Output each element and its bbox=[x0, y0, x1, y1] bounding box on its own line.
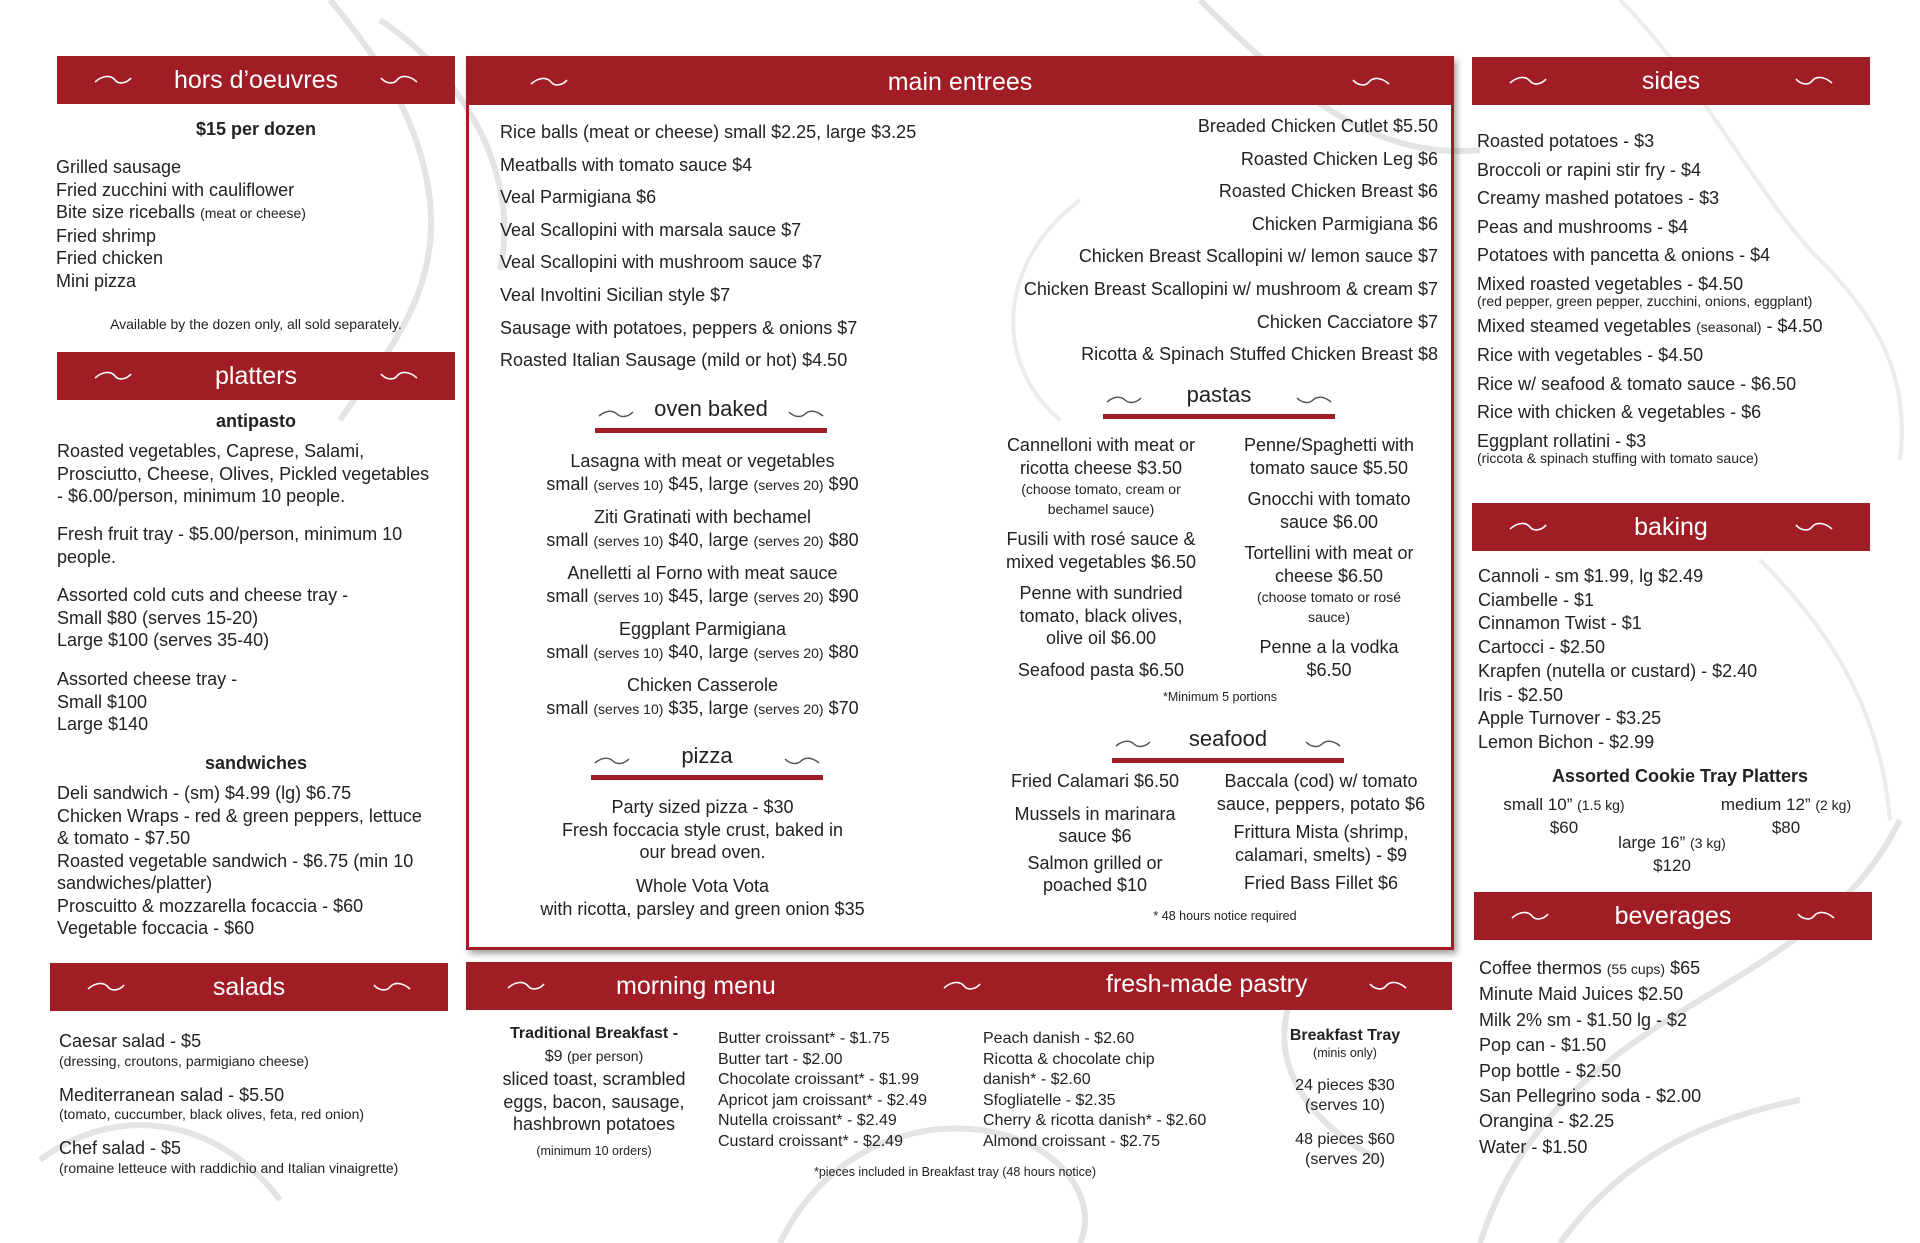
list-item: danish* - $2.60 bbox=[983, 1071, 1091, 1088]
list-item: Mixed roasted vegetables - $4.50 (red pepper, green pepper, zucchini, onions, eggplant) bbox=[1477, 273, 1813, 309]
pizza-heading: pizza bbox=[591, 743, 823, 780]
list-item: Chocolate croissant* - $1.99 bbox=[718, 1071, 919, 1088]
entrees-right-list bbox=[960, 110, 1438, 371]
list-item: San Pellegrino soda - $2.00 bbox=[1479, 1086, 1702, 1107]
list-item: Pop can - $1.50 bbox=[1479, 1035, 1607, 1056]
morning-menu-title: morning menu bbox=[616, 972, 776, 1000]
list-item: Chicken Parmigiana $6 bbox=[1251, 213, 1438, 234]
pastas-left-column bbox=[993, 434, 1209, 681]
list-item: Fried shrimp bbox=[56, 225, 157, 246]
list-item: Veal Scallopini with marsala sauce $7 bbox=[500, 219, 802, 240]
cookie-tray-large: large 16” (3 kg) $120 bbox=[1618, 833, 1726, 875]
beverages-header bbox=[1474, 892, 1872, 940]
seafood-left-column bbox=[990, 770, 1200, 897]
breakfast-tray: Breakfast Tray (minis only) 24 pieces $30 (serves 10) 48 pieces $60 (serves 20) bbox=[1289, 1027, 1401, 1168]
list-item: Cannoli - sm $1.99, lg $2.49 bbox=[1478, 566, 1704, 586]
flourish-right-icon bbox=[1304, 738, 1342, 750]
list-item: Chicken Cacciatore $7 bbox=[1256, 311, 1438, 332]
flourish-right-icon bbox=[379, 73, 419, 87]
flourish-left-icon bbox=[1510, 909, 1550, 923]
list-item: Cinnamon Twist - $1 bbox=[1478, 613, 1642, 634]
list-item: Veal Scallopini with mushroom sauce $7 bbox=[500, 252, 823, 273]
list-item: Baccala (cod) w/ tomato sauce, peppers, potato $6 bbox=[1216, 771, 1426, 814]
list-item: Frittura Mista (shrimp, calamari, smelts) - $9 bbox=[1233, 822, 1409, 865]
list-item: Anelletti al Forno with meat sauce small (serves 10) $45, large (serves 20) $90 bbox=[546, 563, 859, 606]
entrees-left-list bbox=[500, 116, 960, 377]
list-item: Nutella croissant* - $2.49 bbox=[718, 1112, 897, 1129]
pastas-right-column bbox=[1222, 434, 1436, 681]
flourish-right-icon bbox=[1295, 394, 1333, 406]
flourish-left-icon bbox=[1114, 738, 1152, 750]
list-item: Cartocci - $2.50 bbox=[1478, 637, 1606, 658]
list-item: Chicken Breast Scallopini w/ mushroom & cream $7 bbox=[1023, 278, 1438, 299]
list-item: Eggplant rollatini - $3 (riccota & spinach stuffing with tomato sauce) bbox=[1477, 430, 1759, 466]
pizza-party-block: Party sized pizza - $30 Fresh foccacia style crust, baked in our bread oven. bbox=[561, 797, 844, 862]
hors-doeuvres-title: hors d’oeuvres bbox=[174, 65, 338, 94]
flourish-left-icon bbox=[1508, 520, 1548, 534]
cookie-tray-heading: Assorted Cookie Tray Platters bbox=[1551, 766, 1809, 786]
hors-doeuvres-price: $15 per dozen bbox=[195, 119, 317, 139]
list-item: Ziti Gratinati with bechamel small (serves 10) $40, large (serves 20) $80 bbox=[546, 507, 859, 550]
flourish-right-icon bbox=[783, 755, 821, 767]
main-entrees-title: main entrees bbox=[887, 67, 1033, 96]
beverages-title: beverages bbox=[1614, 901, 1732, 930]
morning-pastry-header bbox=[466, 962, 1452, 1010]
list-item: Penne/Spaghetti with tomato sauce $5.50 bbox=[1243, 435, 1415, 478]
baking-title: baking bbox=[1634, 512, 1708, 541]
list-item: Tortellini with meat or cheese $6.50 (choose tomato or rosé sauce) bbox=[1244, 543, 1414, 625]
sandwiches-list: Deli sandwich - (sm) $4.99 (lg) $6.75 Chicken Wraps - red & green peppers, lettuce & tomato - $7.50 Roasted vegetable sandwich - $6.75 (min 10 sandwiches/platter) Proscuitto & mozzarella focaccia - $60 Vegetable foccacia - $60 bbox=[57, 783, 422, 938]
main-entrees-header bbox=[469, 59, 1451, 105]
list-item: Orangina - $2.25 bbox=[1479, 1111, 1615, 1132]
flourish-left-icon bbox=[1508, 74, 1548, 88]
cookie-tray-medium: medium 12” (2 kg) $80 bbox=[1720, 795, 1852, 837]
oven-baked-heading: oven baked bbox=[595, 396, 827, 433]
cookie-tray-small: small 10” (1.5 kg) $60 bbox=[1503, 795, 1625, 837]
list-item: Gnocchi with tomato sauce $6.00 bbox=[1247, 489, 1411, 532]
pastry-column-1 bbox=[718, 1029, 968, 1152]
list-item: Chicken Breast Scallopini w/ lemon sauce $7 bbox=[1078, 246, 1438, 267]
flourish-left-icon bbox=[93, 369, 133, 383]
flourish-right-icon bbox=[379, 369, 419, 383]
sides-list bbox=[1477, 127, 1917, 469]
list-item: Penne with sundried tomato, black olives, olive oil $6.00 bbox=[1019, 583, 1183, 648]
cold-cuts-block: Assorted cold cuts and cheese tray - Small $80 (serves 15-20) Large $100 (serves 35-40) bbox=[57, 585, 349, 650]
list-item: Ricotta & Spinach Stuffed Chicken Breast $8 bbox=[1081, 344, 1438, 365]
list-item: Krapfen (nutella or custard) - $2.40 bbox=[1478, 660, 1758, 681]
list-item: Lasagna with meat or vegetables small (serves 10) $45, large (serves 20) $90 bbox=[546, 451, 859, 494]
hors-doeuvres-list bbox=[56, 156, 456, 292]
flourish-right-icon bbox=[372, 980, 412, 994]
list-item: Water - $1.50 bbox=[1479, 1136, 1588, 1157]
cheese-tray-block: Assorted cheese tray - Small $100 Large $140 bbox=[57, 669, 238, 734]
list-item: Milk 2% sm - $1.50 lg - $2 bbox=[1479, 1009, 1688, 1030]
list-item: Roasted potatoes - $3 bbox=[1477, 131, 1655, 151]
list-item: Iris - $2.50 bbox=[1478, 684, 1564, 705]
pastas-footnote: *Minimum 5 portions bbox=[1163, 690, 1277, 704]
list-item: Ricotta & chocolate chip bbox=[983, 1050, 1155, 1068]
list-item: Butter croissant* - $1.75 bbox=[718, 1030, 890, 1047]
list-item: Grilled sausage bbox=[56, 157, 182, 177]
flourish-right-icon bbox=[1794, 74, 1834, 88]
list-item: Broccoli or rapini stir fry - $4 bbox=[1477, 159, 1702, 180]
hors-doeuvres-footnote: Available by the dozen only, all sold separately. bbox=[110, 316, 402, 332]
antipasto-heading: antipasto bbox=[215, 411, 296, 431]
flourish-left-icon bbox=[597, 408, 635, 420]
list-item: Mediterranean salad - $5.50 (tomato, cuccumber, black olives, feta, red onion) bbox=[59, 1084, 365, 1122]
beverages-list bbox=[1479, 956, 1899, 1160]
platters-title: platters bbox=[215, 361, 297, 390]
list-item: Rice balls (meat or cheese) small $2.25, large $3.25 bbox=[500, 122, 917, 142]
list-item: Minute Maid Juices $2.50 bbox=[1479, 984, 1684, 1005]
platters-header bbox=[57, 352, 455, 400]
hors-doeuvres-header bbox=[57, 56, 455, 104]
list-item: Coffee thermos (55 cups) $65 bbox=[1479, 958, 1701, 978]
list-item: Creamy mashed potatoes - $3 bbox=[1477, 188, 1720, 209]
flourish-left-icon bbox=[86, 980, 126, 994]
list-item: Roasted Chicken Leg $6 bbox=[1240, 148, 1438, 169]
list-item: Cannelloni with meat or ricotta cheese $3.50 (choose tomato, cream or bechamel sauce) bbox=[1006, 435, 1196, 517]
list-item: Potatoes with pancetta & onions - $4 bbox=[1477, 245, 1771, 266]
list-item: Roasted Chicken Breast $6 bbox=[1218, 181, 1438, 202]
flourish-center-icon bbox=[942, 979, 982, 993]
list-item: Penne a la vodka $6.50 bbox=[1259, 637, 1399, 680]
flourish-right-icon bbox=[1351, 75, 1391, 89]
list-item: Apricot jam croissant* - $2.49 bbox=[718, 1091, 927, 1109]
flourish-right-icon bbox=[1796, 909, 1836, 923]
list-item: Fried Calamari $6.50 bbox=[1010, 771, 1180, 791]
pastry-column-2 bbox=[983, 1029, 1243, 1152]
list-item: Breaded Chicken Cutlet $5.50 bbox=[1197, 116, 1438, 136]
pastry-title: fresh-made pastry bbox=[1106, 970, 1308, 998]
list-item: Rice w/ seafood & tomato sauce - $6.50 bbox=[1477, 373, 1797, 394]
salads-header bbox=[50, 963, 448, 1011]
seafood-right-column bbox=[1198, 770, 1444, 895]
flourish-right-icon bbox=[1368, 979, 1408, 993]
list-item: Chef salad - $5 (romaine letteuce with raddichio and Italian vinaigrette) bbox=[59, 1138, 399, 1176]
list-item: Veal Involtini Sicilian style $7 bbox=[500, 284, 731, 305]
list-item: Rice with chicken & vegetables - $6 bbox=[1477, 402, 1762, 423]
baking-list bbox=[1478, 565, 1898, 755]
flourish-left-icon bbox=[1105, 394, 1143, 406]
list-item: Rice with vegetables - $4.50 bbox=[1477, 345, 1704, 366]
list-item: Almond croissant - $2.75 bbox=[983, 1132, 1160, 1150]
fruit-tray-block: Fresh fruit tray - $5.00/person, minimum 10 people. bbox=[57, 524, 403, 567]
sandwiches-heading: sandwiches bbox=[204, 753, 308, 773]
flourish-left-icon bbox=[529, 75, 569, 89]
antipasto-block: Roasted vegetables, Caprese, Salami, Prosciutto, Cheese, Olives, Pickled vegetables - $6.00/person, minimum 10 people. bbox=[57, 441, 430, 506]
sides-header bbox=[1472, 57, 1870, 105]
list-item: Fried chicken bbox=[56, 248, 164, 268]
list-item: Caesar salad - $5 (dressing, croutons, parmigiano cheese) bbox=[59, 1031, 309, 1069]
list-item: Custard croissant* - $2.49 bbox=[718, 1132, 903, 1150]
seafood-heading: seafood bbox=[1112, 726, 1344, 763]
oven-baked-list bbox=[480, 450, 925, 730]
salads-title: salads bbox=[212, 972, 286, 1001]
list-item: Peas and mushrooms - $4 bbox=[1477, 216, 1689, 237]
list-item: Lemon Bichon - $2.99 bbox=[1478, 731, 1655, 752]
list-item: Veal Parmigiana $6 bbox=[500, 187, 657, 208]
list-item: Mini pizza bbox=[56, 270, 137, 291]
seafood-footnote: * 48 hours notice required bbox=[1153, 909, 1297, 923]
list-item: Meatballs with tomato sauce $4 bbox=[500, 154, 753, 175]
list-item: Mixed steamed vegetables (seasonal) - $4.50 bbox=[1477, 315, 1823, 336]
list-item: Eggplant Parmigiana small (serves 10) $40, large (serves 20) $80 bbox=[546, 619, 859, 662]
baking-header bbox=[1472, 503, 1870, 551]
list-item: Fried zucchini with cauliflower bbox=[56, 179, 295, 200]
flourish-left-icon bbox=[593, 755, 631, 767]
list-item: Cherry & ricotta danish* - $2.60 bbox=[983, 1112, 1207, 1129]
flourish-right-icon bbox=[787, 408, 825, 420]
flourish-left-icon bbox=[93, 73, 133, 87]
salads-list bbox=[59, 1030, 469, 1177]
list-item: Roasted Italian Sausage (mild or hot) $4.50 bbox=[500, 350, 848, 371]
flourish-right-icon bbox=[1794, 520, 1834, 534]
list-item: Apple Turnover - $3.25 bbox=[1478, 708, 1662, 729]
list-item: Pop bottle - $2.50 bbox=[1479, 1060, 1622, 1081]
list-item: Sausage with potatoes, peppers & onions $7 bbox=[500, 317, 858, 338]
pastas-heading: pastas bbox=[1103, 382, 1335, 419]
list-item: Seafood pasta $6.50 bbox=[1017, 659, 1185, 680]
list-item: Peach danish - $2.60 bbox=[983, 1030, 1135, 1047]
list-item: Mussels in marinara sauce $6 bbox=[1014, 803, 1176, 846]
list-item: Butter tart - $2.00 bbox=[718, 1050, 843, 1068]
traditional-breakfast: Traditional Breakfast - $9 (per person) sliced toast, scrambled eggs, bacon, sausage, hashbrown potatoes (minimum 10 orders) bbox=[502, 1025, 686, 1158]
pizza-vota-block: Whole Vota Vota with ricotta, parsley and green onion $35 bbox=[540, 876, 865, 919]
flourish-left-icon bbox=[506, 979, 546, 993]
list-item: Ciambelle - $1 bbox=[1478, 589, 1595, 610]
list-item: Chicken Casserole small (serves 10) $35, large (serves 20) $70 bbox=[546, 675, 859, 718]
pastry-footnote: *pieces included in Breakfast tray (48 hours notice) bbox=[813, 1165, 1097, 1179]
sides-title: sides bbox=[1641, 66, 1701, 95]
list-item: Bite size riceballs (meat or cheese) bbox=[56, 202, 306, 222]
list-item: Fried Bass Fillet $6 bbox=[1243, 873, 1399, 893]
list-item: Fusili with rosé sauce & mixed vegetables $6.50 bbox=[1005, 529, 1197, 572]
list-item: Sfogliatelle - $2.35 bbox=[983, 1091, 1116, 1109]
list-item: Salmon grilled or poached $10 bbox=[1027, 852, 1163, 895]
